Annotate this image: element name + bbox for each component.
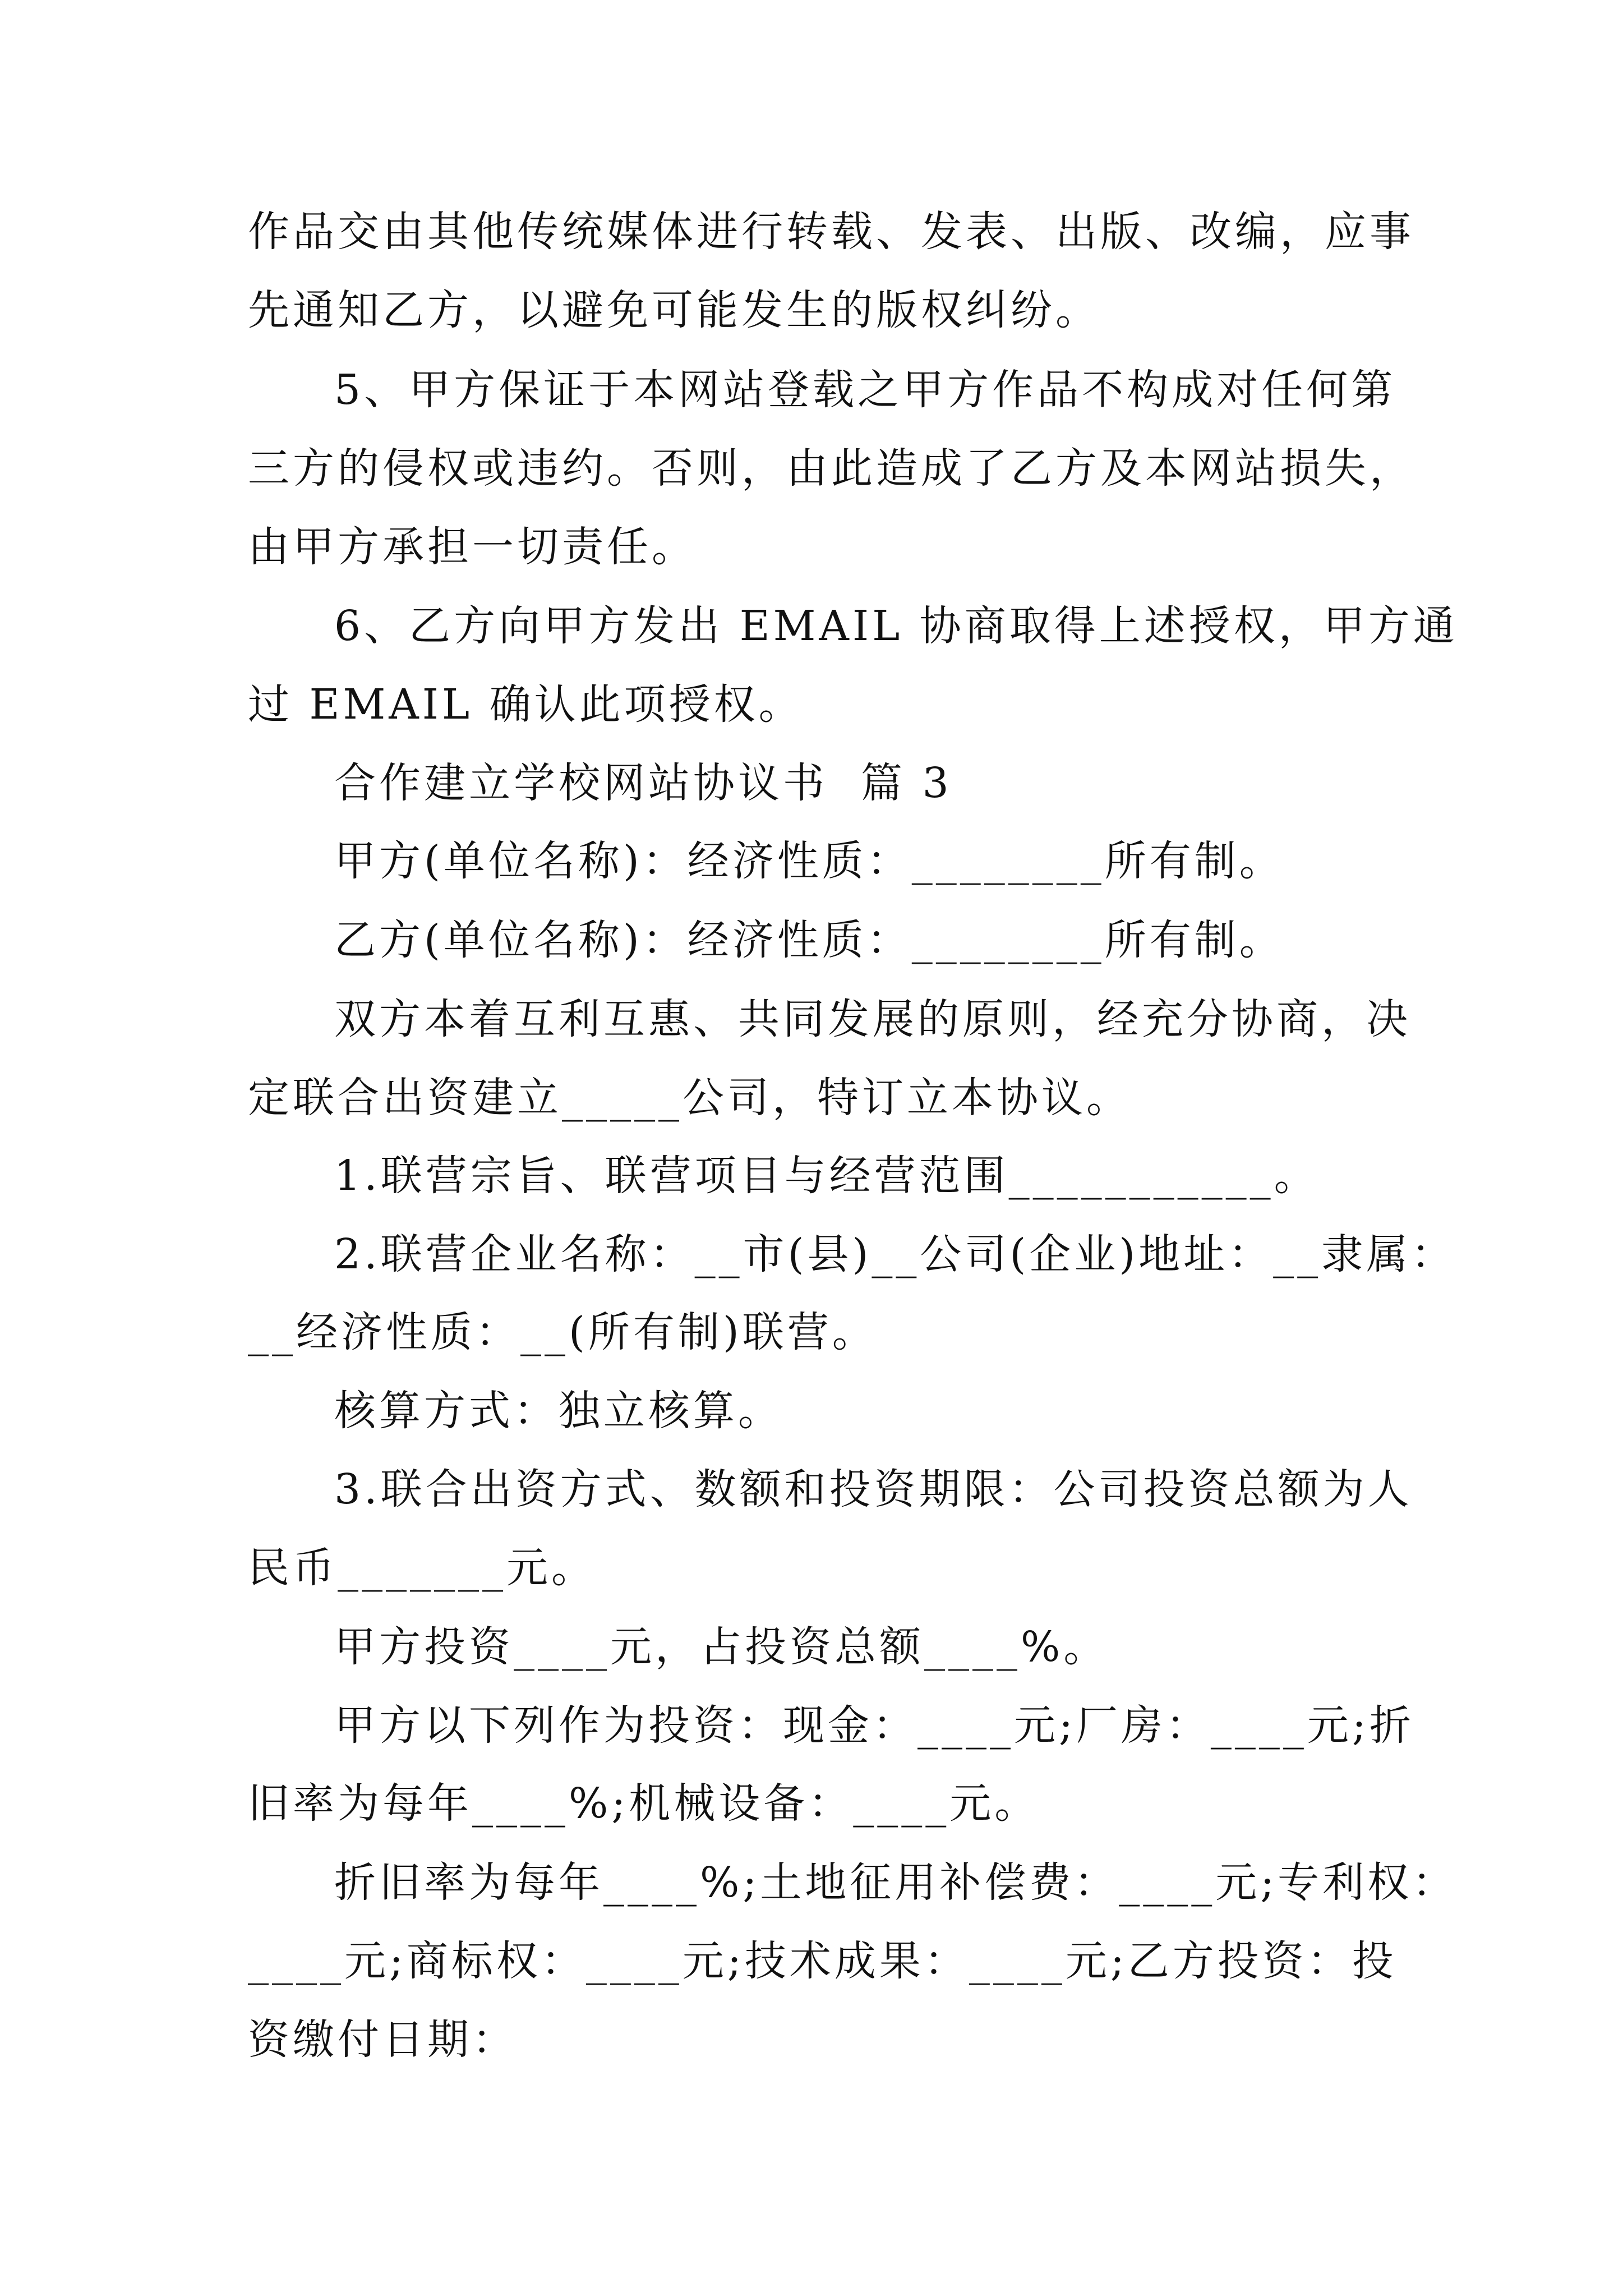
text-line: 甲方投资____元，占投资总额____%。	[334, 1623, 1109, 1671]
text-line: 6、乙方向甲方发出 EMAIL 协商取得上述授权，甲方通	[334, 602, 1458, 650]
text-line: 定联合出资建立_____公司，特订立本协议。	[248, 1074, 1131, 1122]
text-line: 先通知乙方，以避免可能发生的版权纠纷。	[248, 286, 1100, 334]
text-line: 旧率为每年____%;机械设备：____元。	[248, 1779, 1040, 1828]
text-line: 乙方(单位名称)：经济性质：________所有制。	[334, 916, 1284, 964]
text-line: 3.联合出资方式、数额和投资期限：公司投资总额为人	[334, 1465, 1413, 1513]
text-line: 民币_______元。	[248, 1544, 596, 1592]
text-line: 核算方式：独立核算。	[334, 1387, 783, 1435]
section-heading: 合作建立学校网站协议书 篇 3	[334, 759, 952, 807]
text-line: 双方本着互利互惠、共同发展的原则，经充分协商，决	[334, 995, 1411, 1043]
text-line: 甲方(单位名称)：经济性质：________所有制。	[334, 837, 1284, 885]
text-line: __经济性质：__(所有制)联营。	[248, 1308, 877, 1356]
text-line: 三方的侵权或违约。否则，由此造成了乙方及本网站损失，	[248, 444, 1414, 493]
text-line: 甲方以下列作为投资：现金：____元;厂房：____元;折	[334, 1701, 1414, 1750]
text-line: 资缴付日期：	[248, 2016, 517, 2064]
text-line: 1.联营宗旨、联营项目与经营范围___________。	[334, 1152, 1319, 1200]
text-line: 由甲方承担一切责任。	[248, 523, 697, 571]
text-line: 作品交由其他传统媒体进行转载、发表、出版、改编，应事	[248, 208, 1414, 256]
text-line: 2.联营企业名称：__市(县)__公司(企业)地址：__隶属：	[334, 1230, 1456, 1278]
text-line: ____元;商标权：____元;技术成果：____元;乙方投资：投	[248, 1937, 1397, 1985]
text-line: 5、甲方保证于本网站登载之甲方作品不构成对任何第	[334, 366, 1396, 414]
text-line: 过 EMAIL 确认此项授权。	[248, 680, 804, 729]
text-line: 折旧率为每年____%;土地征用补偿费：____元;专利权：	[334, 1858, 1458, 1907]
